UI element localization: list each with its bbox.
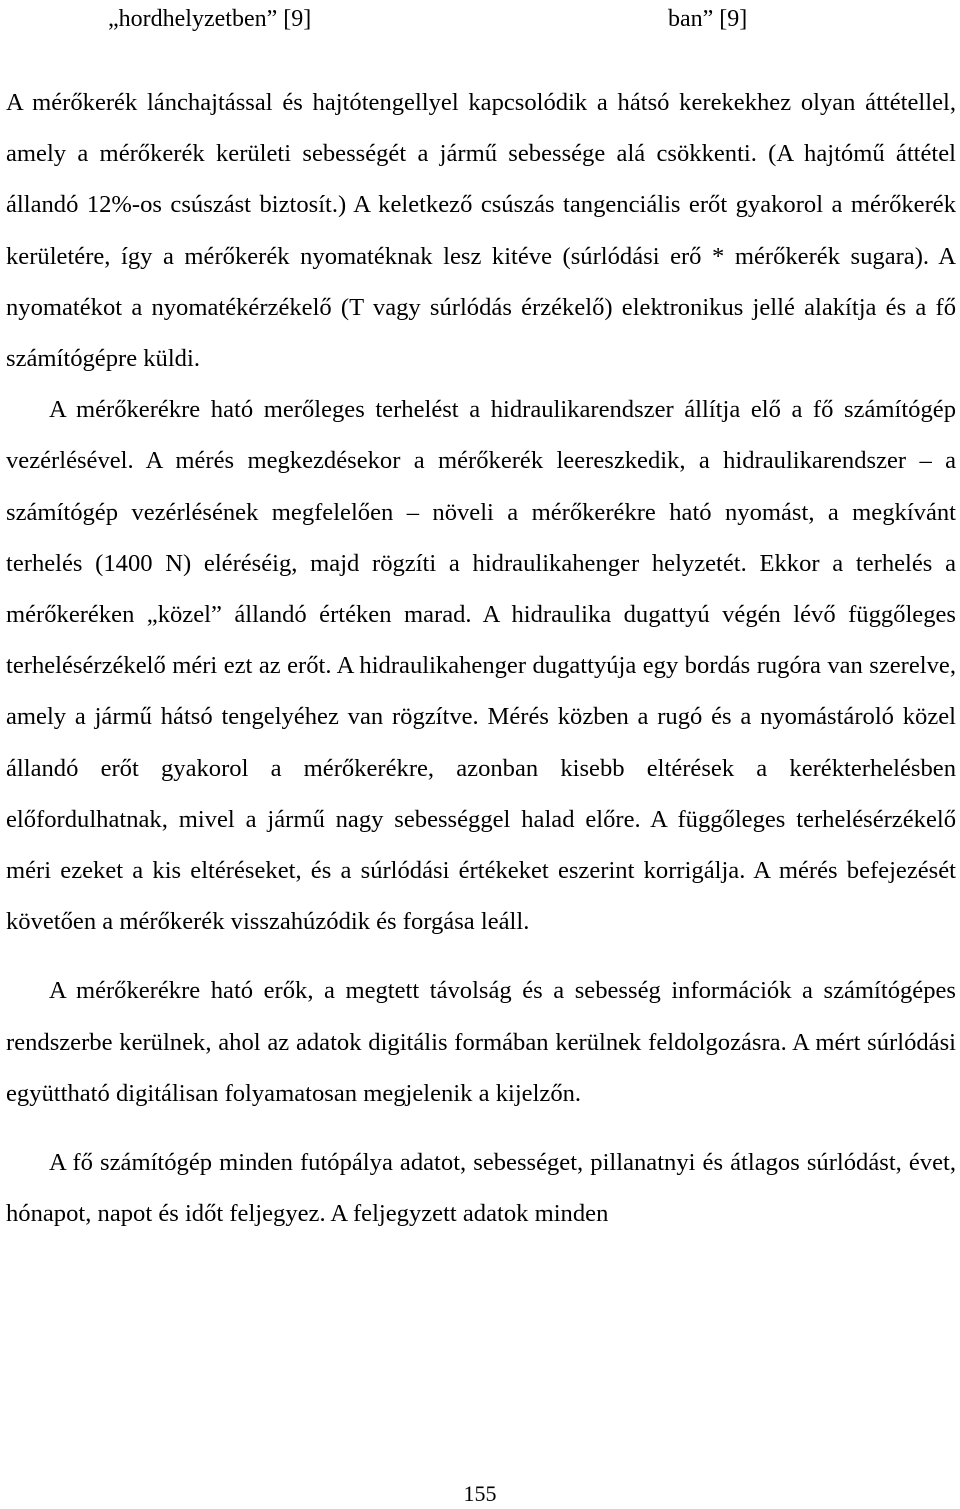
previous-page-fragment bbox=[0, 0, 960, 38]
paragraph-measuring-wheel-drive: A mérőkerék lánchajtással és hajtótengellyel kapcsolódik a hátsó kerekekhez olyan áttétellel, amely a mérőkerék kerületi sebességét a jármű sebessége alá csökkenti. (A hajtómű áttétel állandó 12%-os csúszást biztosít.) A keletkező csúszás tangenciális erőt gyakorol a mérőkerék kerületére, így a mérőkerék nyomatéknak lesz kitéve (súrlódási erő * mérőkerék sugara). A nyomatékot a nyomatékérzékelő (T vagy súrlódás érzékelő) elektronikus jellé alakítja és a fő számítógépre küldi. bbox=[6, 89, 956, 373]
page-number: 155 bbox=[463, 1481, 497, 1506]
paragraph-main-computer: A fő számítógép minden futópálya adatot, sebességet, pillanatnyi és átlagos súrlódást, évet, hónapot, napot és időt feljegyez. A feljegyzett adatok minden bbox=[6, 1149, 956, 1228]
paragraph-hydraulic-load: A mérőkerékre ható merőleges terhelést a hidraulikarendszer állítja elő a fő számítógép vezérlésével. A mérés megkezdésekor a mérőkerék leereszkedik, a hidraulikarendszer – a számítógép vezérlésének megfelelően – növeli a mérőkerékre ható nyomást, a megkívánt terhelés (1400 N) eléréséig, majd rögzíti a hidraulikahenger helyzetét. Ekkor a terhelés a mérőkeréken „közel” állandó értéken marad. A hidraulika dugattyú végén lévő függőleges terhelésérzékelő méri ezt az erőt. A hidraulikahenger dugattyúja egy bordás rugóra van szerelve, amely a jármű hátsó tengelyéhez van rögzítve. Mérés közben a rugó és a nyomástároló közel állandó erőt gyakorol a mérőkerékre, azonban kisebb eltérések a kerékterhelésben előfordulhatnak, mivel a jármű nagy sebességgel halad előre. A függőleges terhelésérzékelő méri ezeket a kis eltéréseket, és a súrlódási értékeket eszerint korrigálja. A mérés befejezését követően a mérőkerék visszahúzódik és forgása leáll. bbox=[6, 396, 956, 936]
fragment-right: ban” [9] bbox=[668, 6, 748, 32]
body-text bbox=[6, 77, 956, 1239]
fragment-left: „hordhelyzetben” [9] bbox=[108, 6, 312, 32]
paragraph-data-processing: A mérőkerékre ható erők, a megtett távolság és a sebesség információk a számítógépes rendszerbe kerülnek, ahol az adatok digitális formában kerülnek feldolgozásra. A mért súrlódási együttható digitálisan folyamatosan megjelenik a kijelzőn. bbox=[6, 977, 956, 1107]
